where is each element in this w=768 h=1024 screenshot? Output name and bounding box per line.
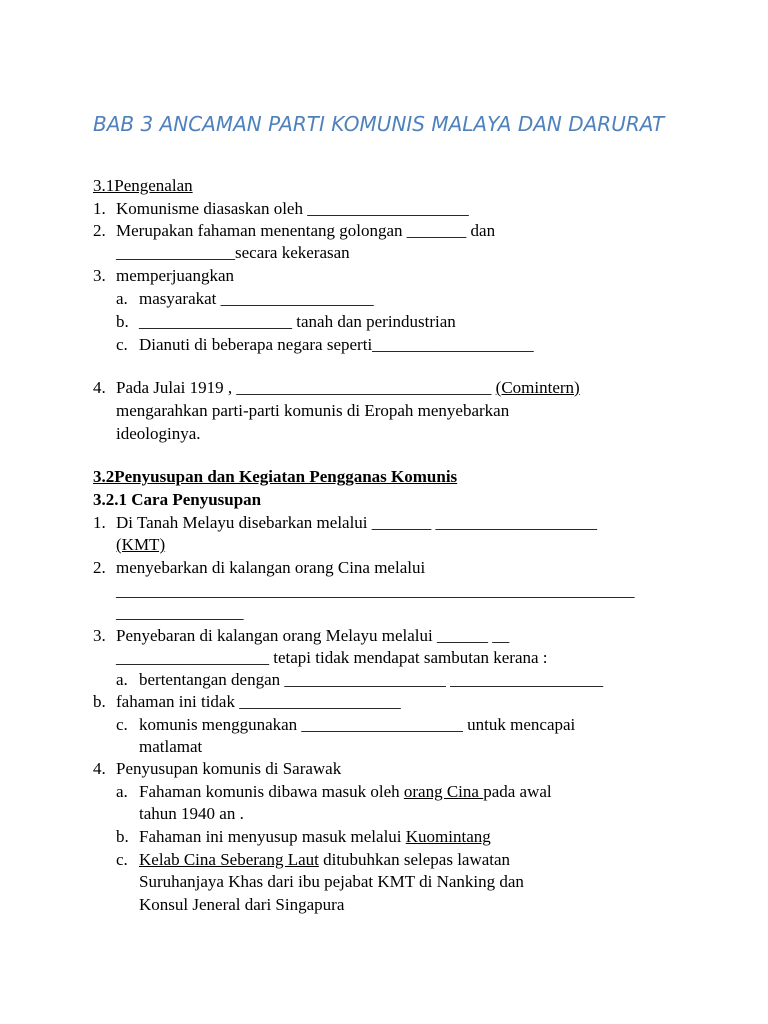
subitem-text <box>139 849 510 871</box>
item-text-continuation: ______________secara kekerasan <box>116 243 350 262</box>
comintern-text: (Comintern) <box>495 378 580 397</box>
item-number: 1. <box>93 199 106 218</box>
section-3-1-heading: 3.1Pengenalan <box>93 176 193 195</box>
subitem-label: a. <box>116 782 128 801</box>
kmt-text: (KMT) <box>116 535 166 554</box>
item-text-continuation: mengarahkan parti-parti komunis di Eropah menyebarkan <box>116 401 510 420</box>
subitem-text <box>139 781 552 803</box>
item-pre: Pada Julai 1919 , ______________________________ <box>116 378 496 397</box>
subitem-text: bertentangan dengan ___________________ __________________ <box>139 670 604 689</box>
subitem-tail: tanah dan perindustrian <box>296 312 456 331</box>
item-text: Komunisme diasaskan oleh ___________________ <box>116 199 469 218</box>
item-number: 3. <box>93 266 106 285</box>
section-3-2-heading: 3.2Penyusupan dan Kegiatan Pengganas Komunis <box>93 467 458 486</box>
subitem-text-continuation: Konsul Jeneral dari Singapura <box>139 895 345 914</box>
item-number: 2. <box>93 558 106 577</box>
subitem-label: a. <box>116 670 128 689</box>
subsection-3-2-1-heading: 3.2.1 Cara Penyusupan <box>93 490 262 509</box>
item-text: Penyusupan komunis di Sarawak <box>116 759 342 778</box>
chapter-title: BAB 3 ANCAMAN PARTI KOMUNIS MALAYA DAN DARURAT <box>93 112 665 136</box>
subitem-text-continuation: tahun 1940 an . <box>139 804 244 823</box>
blank-line: __________________ <box>139 312 297 331</box>
item-text-continuation: ideologinya. <box>116 424 201 443</box>
subitem-label: b. <box>116 827 129 846</box>
item-number: 4. <box>93 378 106 397</box>
subitem-label: b. <box>116 312 129 331</box>
subitem-text: masyarakat __________________ <box>139 289 374 308</box>
subitem-label: b. <box>93 692 106 711</box>
subitem-text: komunis menggunakan ___________________ untuk mencapai <box>139 715 576 734</box>
item-number: 1. <box>93 513 106 532</box>
item-text: Merupakan fahaman menentang golongan _______ dan <box>116 221 496 240</box>
item-text: Penyebaran di kalangan orang Melayu melalui ______ __ <box>116 626 510 645</box>
kelab-cina-text: Kelab Cina Seberang Laut <box>139 850 319 869</box>
subitem-text <box>139 334 534 356</box>
subitem-pre: Dianuti di beberapa negara seperti <box>139 335 373 354</box>
item-text: memperjuangkan <box>116 266 235 285</box>
subitem-text <box>139 311 456 333</box>
item-number: 2. <box>93 221 106 240</box>
item-text <box>116 377 580 399</box>
subitem-label: c. <box>116 850 128 869</box>
subitem-post: ditubuhkan selepas lawatan <box>318 850 511 869</box>
kuomintang-text: Kuomintang <box>405 827 491 846</box>
item-text-continuation: __________________ tetapi tidak mendapat sambutan kerana : <box>116 648 548 667</box>
subitem-label: c. <box>116 335 128 354</box>
blank-line: _____________________________________________________________ <box>116 581 635 600</box>
blank-line: ___________________ <box>372 335 534 354</box>
subitem-text-continuation: matlamat <box>139 737 203 756</box>
item-text: menyebarkan di kalangan orang Cina melalui <box>116 558 426 577</box>
item-number: 4. <box>93 759 106 778</box>
item-text: Di Tanah Melayu disebarkan melalui _______ ___________________ <box>116 513 598 532</box>
item-number: 3. <box>93 626 106 645</box>
subitem-pre: Fahaman ini menyusup masuk melalui <box>139 827 406 846</box>
blank-line: _______________ <box>116 603 244 622</box>
orang-cina-text: orang Cina <box>403 782 484 801</box>
subitem-text <box>139 826 491 848</box>
subitem-post: pada awal <box>483 782 552 801</box>
subitem-text-continuation: Suruhanjaya Khas dari ibu pejabat KMT di Nanking dan <box>139 872 524 891</box>
subitem-text: fahaman ini tidak ___________________ <box>116 692 401 711</box>
subitem-label: a. <box>116 289 128 308</box>
subitem-pre: Fahaman komunis dibawa masuk oleh <box>139 782 404 801</box>
subitem-label: c. <box>116 715 128 734</box>
